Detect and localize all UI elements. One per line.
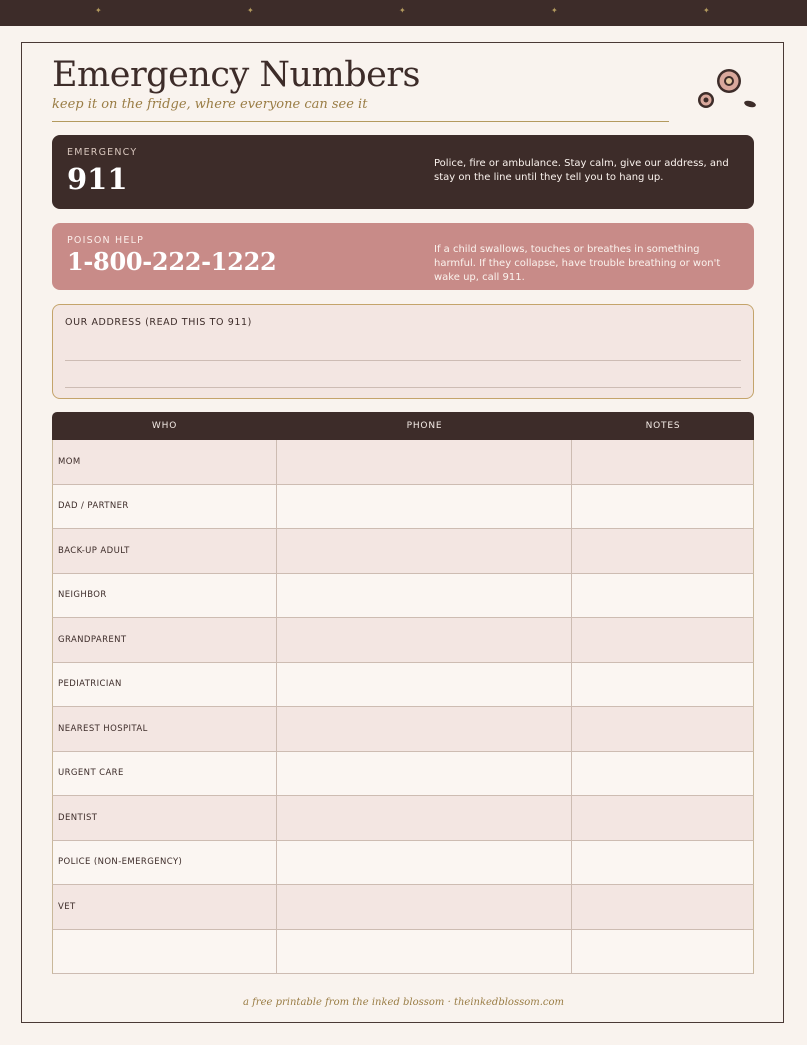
table-row [52, 485, 754, 530]
who-cell: GRANDPARENT [53, 618, 277, 662]
address-line[interactable] [65, 387, 741, 388]
notes-cell[interactable] [572, 841, 753, 885]
leaf-icon [743, 100, 756, 109]
notes-cell[interactable] [572, 885, 753, 929]
phone-cell[interactable] [277, 618, 572, 662]
phone-cell[interactable] [277, 796, 572, 840]
who-cell [53, 930, 277, 974]
notes-cell[interactable] [572, 618, 753, 662]
table-row [52, 885, 754, 930]
table-row [52, 440, 754, 485]
phone-cell[interactable] [277, 841, 572, 885]
phone-cell[interactable] [277, 930, 572, 974]
star-icon: ✦ [399, 6, 406, 15]
star-icon: ✦ [95, 6, 102, 15]
poison-card [52, 223, 754, 290]
table-row [52, 574, 754, 619]
emergency-label: EMERGENCY [67, 147, 138, 158]
table-header [52, 412, 754, 440]
who-cell: PEDIATRICIAN [53, 663, 277, 707]
table-row [52, 707, 754, 752]
emergency-description: Police, fire or ambulance. Stay calm, give our address, and stay on the line until they tell you to hang up. [434, 158, 729, 183]
phone-cell[interactable] [277, 574, 572, 618]
notes-cell[interactable] [572, 930, 753, 974]
table-row [52, 796, 754, 841]
phone-cell[interactable] [277, 885, 572, 929]
phone-cell[interactable] [277, 485, 572, 529]
who-cell: POLICE (NON-EMERGENCY) [53, 841, 277, 885]
notes-cell[interactable] [572, 485, 753, 529]
star-icon: ✦ [551, 6, 558, 15]
emergency-card [52, 135, 754, 209]
top-bar [0, 0, 807, 26]
header-who: WHO [151, 421, 178, 431]
header-notes: NOTES [645, 421, 681, 431]
star-icon: ✦ [703, 6, 710, 15]
who-cell: URGENT CARE [53, 752, 277, 796]
phone-cell[interactable] [277, 707, 572, 751]
star-icon: ✦ [247, 6, 254, 15]
who-cell: VET [53, 885, 277, 929]
table-row [52, 930, 754, 975]
address-box[interactable] [52, 304, 754, 399]
phone-cell[interactable] [277, 752, 572, 796]
header-phone: PHONE [406, 421, 443, 431]
table-row [52, 663, 754, 708]
notes-cell[interactable] [572, 574, 753, 618]
notes-cell[interactable] [572, 663, 753, 707]
emergency-number: 911 [67, 162, 128, 196]
address-label: OUR ADDRESS (READ THIS TO 911) [65, 317, 252, 328]
page-title: Emergency Numbers [52, 55, 421, 95]
who-cell: DAD / PARTNER [53, 485, 277, 529]
who-cell: NEIGHBOR [53, 574, 277, 618]
who-cell: MOM [53, 440, 277, 484]
table-row [52, 752, 754, 797]
who-cell: DENTIST [53, 796, 277, 840]
page-subtitle: keep it on the fridge, where everyone can see it [52, 97, 368, 112]
phone-cell[interactable] [277, 440, 572, 484]
poison-description: If a child swallows, touches or breathes in something harmful. If they collapse, have trouble breathing or won't wake up, call 911. [434, 244, 721, 283]
table-row [52, 529, 754, 574]
contacts-table [52, 412, 754, 974]
table-body [52, 440, 754, 974]
notes-cell[interactable] [572, 529, 753, 573]
notes-cell[interactable] [572, 440, 753, 484]
flower-icon [695, 64, 759, 114]
poison-number: 1-800-222-1222 [67, 247, 277, 276]
notes-cell[interactable] [572, 752, 753, 796]
table-row [52, 618, 754, 663]
who-cell: NEAREST HOSPITAL [53, 707, 277, 751]
table-row [52, 841, 754, 886]
notes-cell[interactable] [572, 707, 753, 751]
footer-credit: a free printable from the inked blossom · theinkedblossom.com [242, 997, 565, 1008]
phone-cell[interactable] [277, 529, 572, 573]
title-divider [52, 121, 669, 122]
address-line[interactable] [65, 360, 741, 361]
phone-cell[interactable] [277, 663, 572, 707]
notes-cell[interactable] [572, 796, 753, 840]
who-cell: BACK-UP ADULT [53, 529, 277, 573]
poison-label: POISON HELP [67, 235, 145, 246]
